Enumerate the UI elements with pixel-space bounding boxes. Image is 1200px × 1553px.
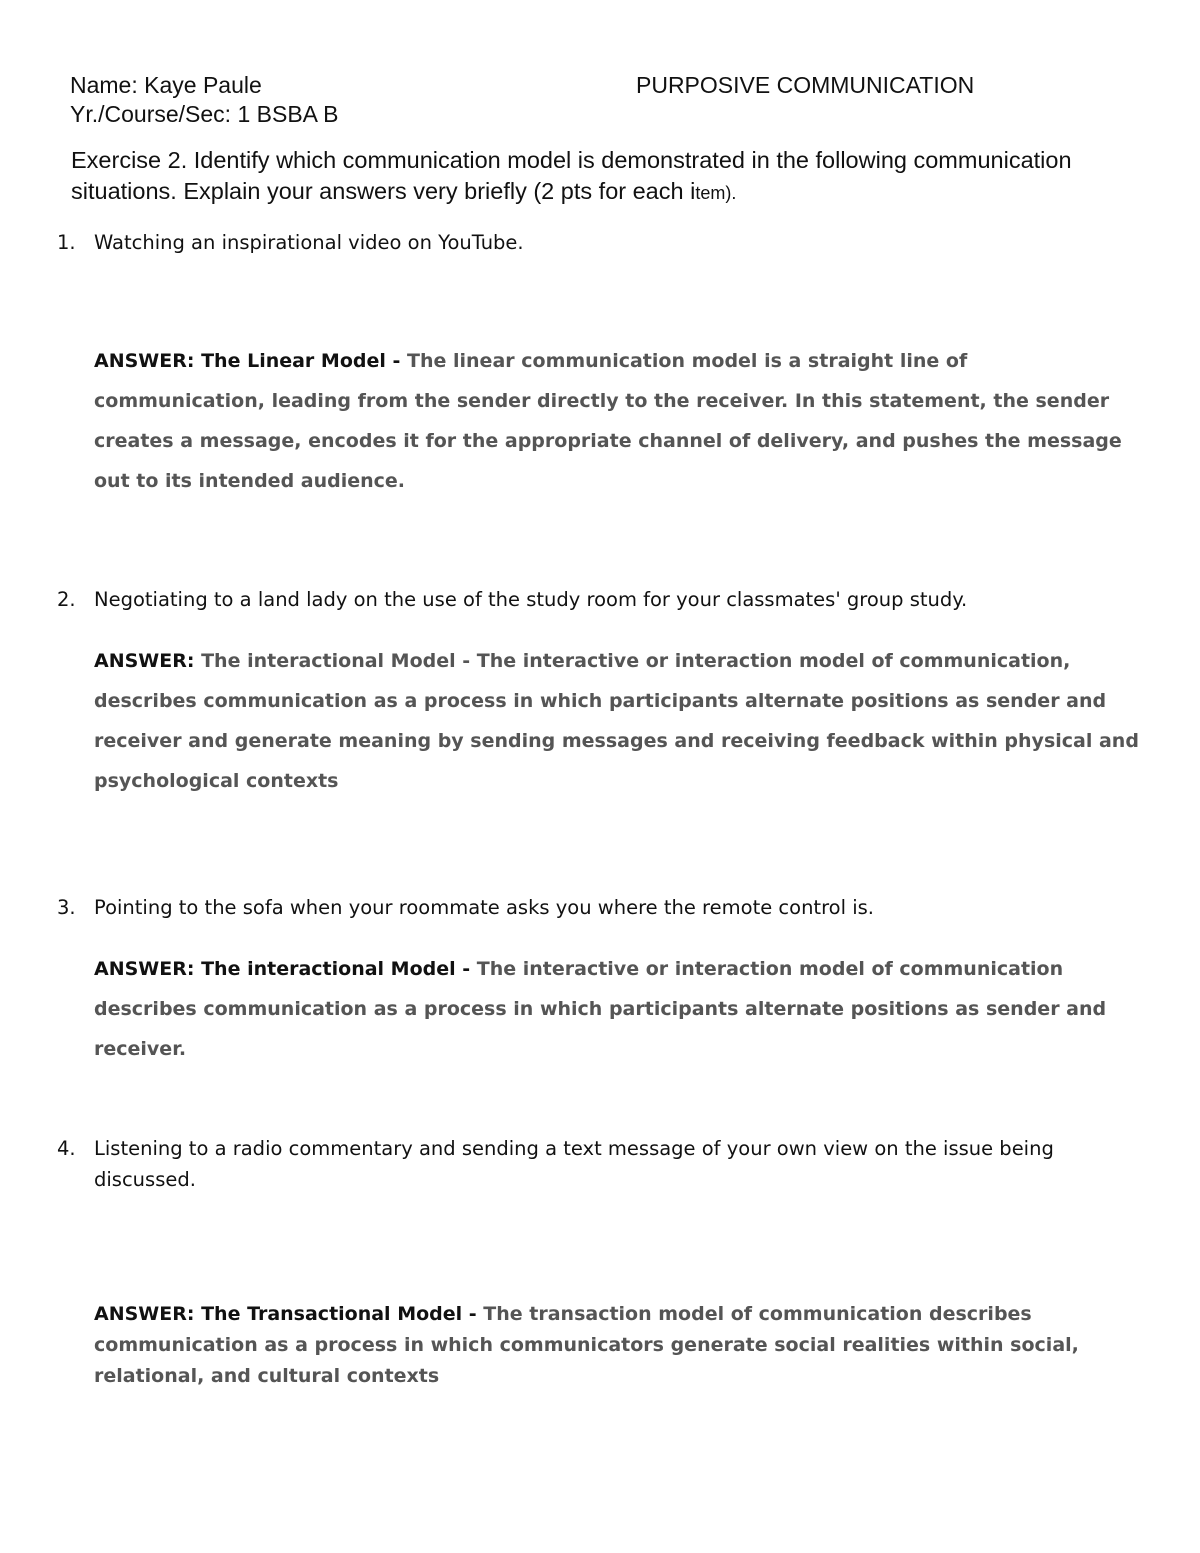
question-item-3	[57, 892, 1137, 923]
answer-text: The linear communication model is a straight line of communication, leading from the sender directly to the receiver. In this statement, the sender creates a message, encodes it for the appropriate channel of delivery, and pushes the message out to its intended audience.	[94, 350, 1122, 492]
answer-model: The interactional Model -	[201, 958, 471, 980]
question-text: Negotiating to a land lady on the use of the study room for your classmates' group study.	[94, 588, 968, 611]
question-number: 3.	[57, 896, 76, 919]
answer-model: The interactional Model -	[201, 650, 471, 672]
course-title: PURPOSIVE COMMUNICATION	[636, 72, 975, 98]
answer-text: The interactive or interaction model of communication, describes communication as a process in which participants alternate positions as sender and receiver and generate meaning by sending messages and receiving feedback within physical and psychological contexts	[94, 650, 1139, 792]
answer-model: The Transactional Model -	[201, 1303, 477, 1325]
exercise-instructions	[71, 145, 1111, 209]
question-item-4	[57, 1133, 1137, 1195]
answer-text: The transaction model of communication describes communication as a process in which communicators generate social realities within social, relational, and cultural contexts	[94, 1303, 1079, 1387]
section-line: Yr./Course/Sec: 1 BSBA B	[70, 101, 339, 127]
exercise-text: Exercise 2. Identify which communication model is demonstrated in the following communication situations. Explain your answers very briefly (2 pts for each i	[71, 147, 1072, 204]
question-text: Listening to a radio commentary and sending a text message of your own view on the issue being discussed.	[94, 1137, 1054, 1191]
question-item-1	[57, 227, 1137, 258]
answer-block-2	[94, 641, 1144, 801]
answer-label: ANSWER:	[94, 350, 195, 372]
question-number: 4.	[57, 1137, 76, 1160]
question-text: Watching an inspirational video on YouTube.	[94, 231, 524, 254]
answer-label: ANSWER:	[94, 958, 195, 980]
answer-text: The interactive or interaction model of communication describes communication as a process in which participants alternate positions as sender and receiver.	[94, 958, 1107, 1060]
answer-block-3	[94, 949, 1144, 1069]
answer-block-4	[94, 1299, 1144, 1392]
question-text: Pointing to the sofa when your roommate asks you where the remote control is.	[94, 896, 874, 919]
answer-label: ANSWER:	[94, 1303, 195, 1325]
question-item-2	[57, 584, 1137, 615]
answer-block-1	[94, 341, 1144, 501]
student-name: Name: Kaye Paule	[70, 72, 262, 98]
exercise-text-tail: tem).	[695, 183, 737, 203]
answer-label: ANSWER:	[94, 650, 195, 672]
question-number: 2.	[57, 588, 76, 611]
answer-model: The Linear Model -	[201, 350, 401, 372]
question-number: 1.	[57, 231, 76, 254]
